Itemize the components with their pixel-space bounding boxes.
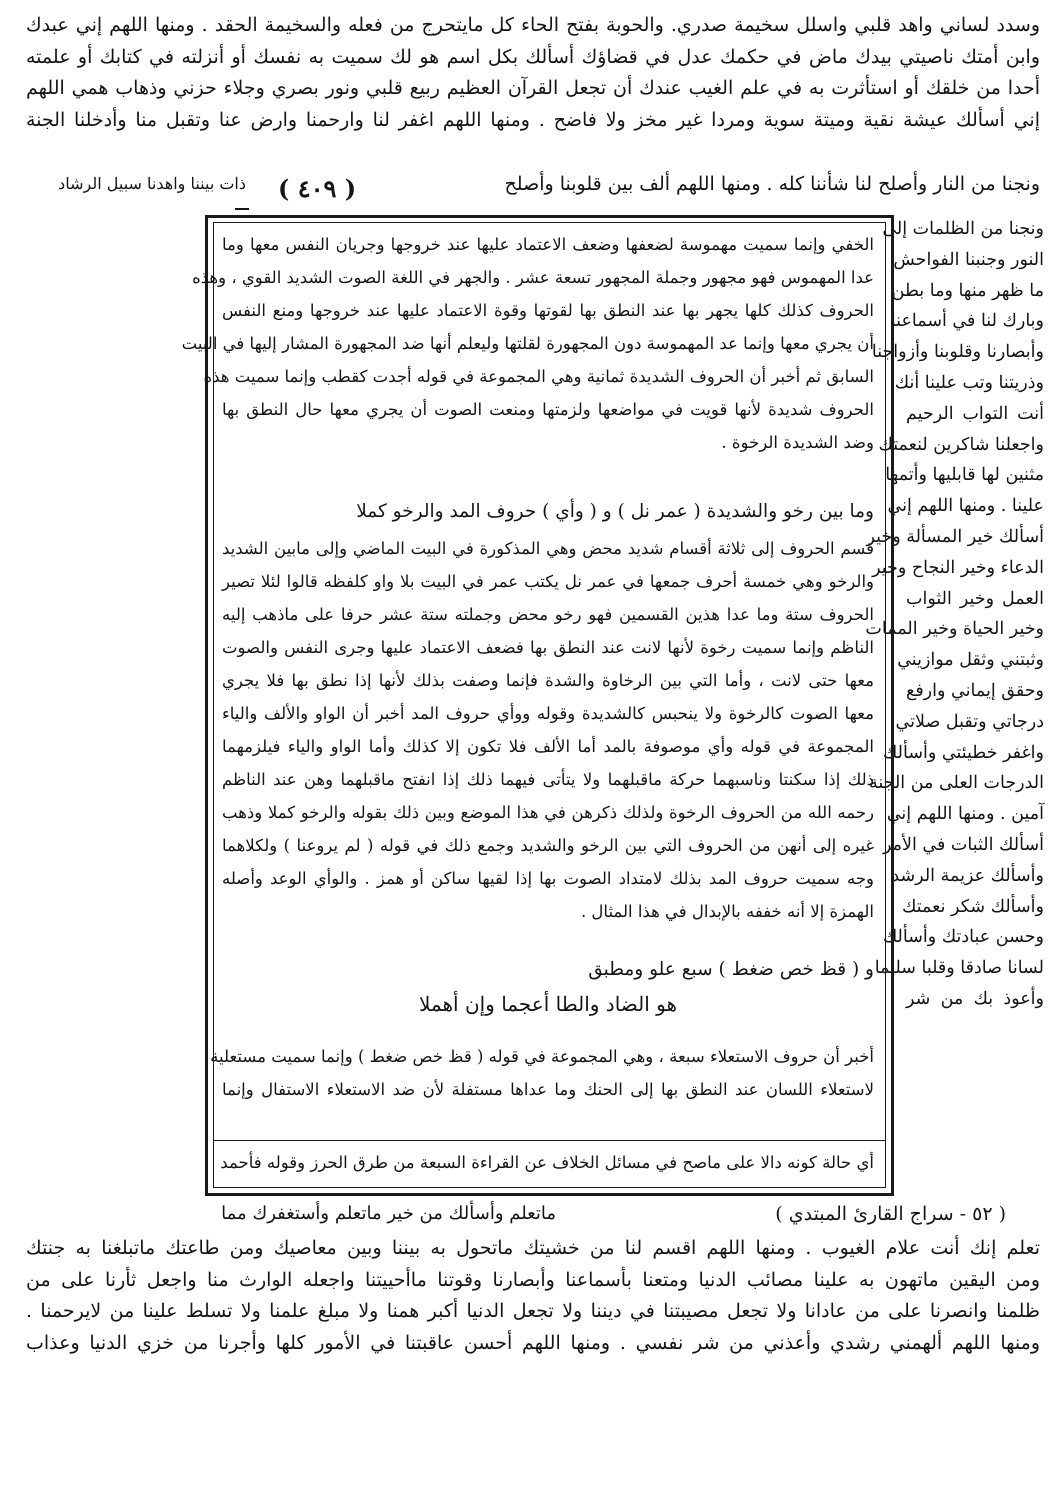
top-last-line-tail: ذات بيننا واهدنا سبيل الرشاد: [58, 174, 246, 193]
commentary-line-end: وضد الشديدة الرخوة .: [721, 433, 874, 452]
top-line: أحدا من خلقك أو استأثرت به في علم الغيب عندك أن تجعل القرآن العظيم ربيع قلبي ونور بصري وجلاء حزني وذهاب همي اللهم: [26, 77, 1040, 99]
footer-continuation: ماتعلم وأسألك من خير ماتعلم وأستغفرك مما: [221, 1203, 556, 1224]
right-line: العمل وخير الثواب: [906, 588, 1044, 609]
commentary-line: الخفي وإنما سميت مهموسة لضعفها وضعف الاعتماد عليها عند خروجها وجريان النفس معها وما: [222, 235, 874, 254]
page-number-marker: ( ٤٠٩ ): [278, 174, 357, 203]
commentary-line: لاستعلاء اللسان عند النطق بها إلى الحنك وما عداها مستفلة لأن ضد الاستعلاء الاستفال وإنما: [222, 1080, 874, 1099]
commentary-paragraph-3: [210, 1040, 874, 1106]
commentary-line: أخبر أن حروف الاستعلاء سبعة ، وهي المجموعة في قوله ( قظ خص ضغط ) وإنما سميت مستعلية: [210, 1047, 874, 1066]
right-line: واجعلنا شاكرين لنعمتك: [878, 434, 1044, 455]
top-margin-text: [26, 10, 1040, 136]
right-line: وحقق إيماني وارفع: [906, 680, 1044, 701]
running-head: ( ٥٢ - سراج القارئ المبتدي ): [775, 1203, 1006, 1225]
commentary-line: أن يجري معها وإنما عد المهموسة دون المجهورة لقلتها وليعلم أنها ضد المجهورة المشار إليها في البيت: [181, 334, 874, 353]
footnote-divider: [213, 1140, 886, 1141]
right-line: مثنين لها قابليها وأتمها: [885, 465, 1044, 486]
right-line: وثبتني وثقل موازيني: [897, 650, 1044, 671]
margin-tick: [235, 200, 249, 210]
bottom-line: تعلم إنك أنت علام الغيوب . ومنها اللهم اقسم لنا من خشيتك ماتحول به بيننا وبين معاصيك ومن طاعتك ماتبلغنا به جنتك: [26, 1237, 1040, 1259]
right-line: أسألك الثبات في الأمر: [882, 834, 1044, 855]
footer-row: [26, 1197, 1040, 1231]
commentary-line: المجموعة في قوله وأي موصوفة بالمد أما الألف فلا تكون إلا كذلك وأما الواو والياء فيلزمهما: [222, 737, 874, 756]
top-last-line: ونجنا من النار وأصلح لنا شأننا كله . ومنها اللهم ألف بين قلوبنا وأصلح: [504, 173, 1040, 195]
right-line: آمين . ومنها اللهم إني: [886, 804, 1044, 825]
right-line: علينا . ومنها اللهم إني: [887, 496, 1044, 517]
right-line: ما ظهر منها وما بطن: [891, 280, 1044, 301]
right-line: وأسألك شكر نعمتك: [902, 896, 1044, 917]
right-line: درجاتي وتقبل صلاتي: [895, 711, 1044, 732]
right-line: وخير الحياة وخير الممات: [865, 619, 1044, 640]
top-line: إني أسألك عيشة نقية وميتة سوية ومردا غير مخز ولا فاضح . ومنها اللهم اغفر لنا وارحمنا وارض عنا وتقبل منا وأدخلنا الجنة: [26, 108, 1040, 131]
right-line: أنت التواب الرحيم: [906, 403, 1044, 424]
bottom-line: ومن اليقين ماتهون به علينا مصائب الدنيا ومتعنا بأسماعنا وأبصارنا وقوتنا ماأحييتنا واجعله الوارث منا واجعل ثأرنا على من: [26, 1268, 1040, 1291]
commentary-line: غيره إلى أنهن من الحروف التي بين الرخو والشديد وجمع ذلك في قوله ( لم يروعنا ) ولكلاهما: [222, 836, 874, 855]
commentary-line: الحروف كذلك كلها يجهر بها عند النطق بها لقوتها وقوة الاعتماد عليها عند خروجها ومنع النفس: [222, 301, 874, 320]
right-line: وذريتنا وتب علينا أنك: [894, 372, 1044, 393]
right-line: الدعاء وخير النجاح وخير: [872, 557, 1044, 578]
commentary-line: معها الصوت كالرخوة ولا ينحبس كالشديدة وقوله ووأي حروف المد أخبر أن الواو والألف والياء: [222, 704, 874, 723]
right-line: واغفر خطيئتي وأسألك: [882, 742, 1044, 763]
right-line: النور وجنبنا الفواحش: [893, 249, 1044, 270]
commentary-line: رحمه الله من الحروف الرخوة ولذلك ذكرهن في هذا الموضع وبين ذلك بقوله والرخو كملا وذهب: [222, 803, 874, 822]
right-line: وأعوذ بك من شر: [906, 988, 1044, 1009]
footnote-line: أي حالة كونه دالا على ماصح في مسائل الخلاف عن القراءة السبعة من طرق الحرز وقوله فأحمد: [220, 1153, 874, 1172]
commentary-line: الحروف شديدة لأنها قويت في مواضعها ولزمتها ومنعت الصوت أن يجري معها حال النطق بها: [222, 400, 874, 419]
bottom-margin-text: [26, 1233, 1040, 1359]
right-line: وأبصارنا وقلوبنا وأزواجنا: [871, 342, 1044, 363]
footnote: [222, 1143, 874, 1183]
right-line: وبارك لنا في أسماعنا: [890, 311, 1044, 332]
commentary-paragraph-1-end: [222, 426, 874, 459]
top-line: وسدد لساني واهد قلبي واسلل سخيمة صدري. والحوبة بفتح الحاء كل مايتحرج من فعله والسخيمة الحقد . ومنها اللهم إني عبدك: [26, 14, 1040, 36]
right-line: لسانا صادقا وقلبا سليما: [874, 958, 1044, 979]
commentary-line: عدا المهموس فهو مجهور وجملة المجهور تسعة عشر . والجهر في اللغة الصوت الشديد القوي ، وهذه: [192, 268, 874, 287]
commentary-line: معها حتى لانت ، وأما التي بين الرخاوة والشدة فإنما وصفت بذلك لأنها إذا نطق بها فلا يجري: [222, 671, 874, 690]
top-line: وابن أمتك ناصيتي بيدك ماض في حكمك عدل في قضاؤك أسألك بكل اسم هو لك سميت به نفسك أو أنزلته في كتابك أو علمته: [26, 45, 1040, 68]
commentary-line: قسم الحروف إلى ثلاثة أقسام شديد محض وهي المذكورة في البيت الماضي وإلى مابين الشديد: [222, 539, 874, 558]
commentary-paragraph-2: [222, 532, 874, 895]
commentary-paragraph-1: [181, 228, 874, 426]
right-line: الدرجات العلى من الجنة: [868, 773, 1044, 794]
commentary-line-end: الهمزة إلا أنه خففه بالإبدال في هذا المثال .: [580, 902, 874, 921]
bottom-line: ظلمنا وانصرنا على من عادانا ولا تجعل مصيبتنا في ديننا ولا تجعل الدنيا أكبر همنا ولا مبلغ علمنا ولا تسلط علينا من لايرحمنا .: [26, 1300, 1040, 1322]
commentary-line: وجه سميت حروف المد بذلك لامتداد الصوت بها إذا لقيها ساكن أو همز . والوأي الوعد وأصله: [222, 869, 874, 888]
bottom-line: ومنها اللهم ألهمني رشدي وأعذني من شر نفسي . ومنها اللهم أحسن عاقبتنا في الأمور كلها وأجرنا من خزي الدنيا وعذاب: [26, 1331, 1040, 1354]
right-line: ونجنا من الظلمات إلى: [882, 219, 1044, 239]
commentary-line: الحروف ستة وما عدا هذين القسمين فهو رخو محض وجملته ستة عشر حرفا على ماذهب إليه: [222, 605, 874, 624]
commentary-line: ذلك إذا سكنتا وناسبهما حركة ماقبلهما ولا يتأتى فيهما ذلك إذا انفتح ماقبلهما وهن عند الناظم: [222, 770, 874, 789]
verse-line: وما بين رخو والشديدة ( عمر نل ) و ( وأي ) حروف المد والرخو كملا: [356, 501, 874, 522]
right-line: وأسألك عزيمة الرشد: [891, 865, 1044, 886]
top-last-line-tail-row: [26, 168, 246, 200]
right-line: وحسن عبادتك وأسألك: [882, 927, 1044, 948]
verse-line: هو الضاد والطا أعجما وإن أهملا: [418, 992, 678, 1016]
commentary-paragraph-2-end: [222, 895, 874, 928]
right-column-text: [865, 214, 1044, 1015]
commentary-line: السابق ثم أخبر أن الحروف الشديدة ثمانية وهي المجموعة في قوله أجدت كقطب وإنما سميت هذه: [203, 367, 874, 386]
verse-line: و ( قظ خص ضغط ) سبع علو ومطبق: [588, 959, 874, 980]
commentary-line: الناظم وإنما سميت رخوة لأنها لانت عند النطق بها فضعف الاعتماد عليها وجرى النفس والصوت: [222, 638, 874, 657]
right-line: أسألك خير المسألة وخير: [866, 526, 1044, 547]
commentary-line: والرخو وهي خمسة أحرف جمعها في عمر نل يكتب عمر في البيت بلا واو كلفظه قالوا لئلا تصير: [222, 572, 874, 591]
